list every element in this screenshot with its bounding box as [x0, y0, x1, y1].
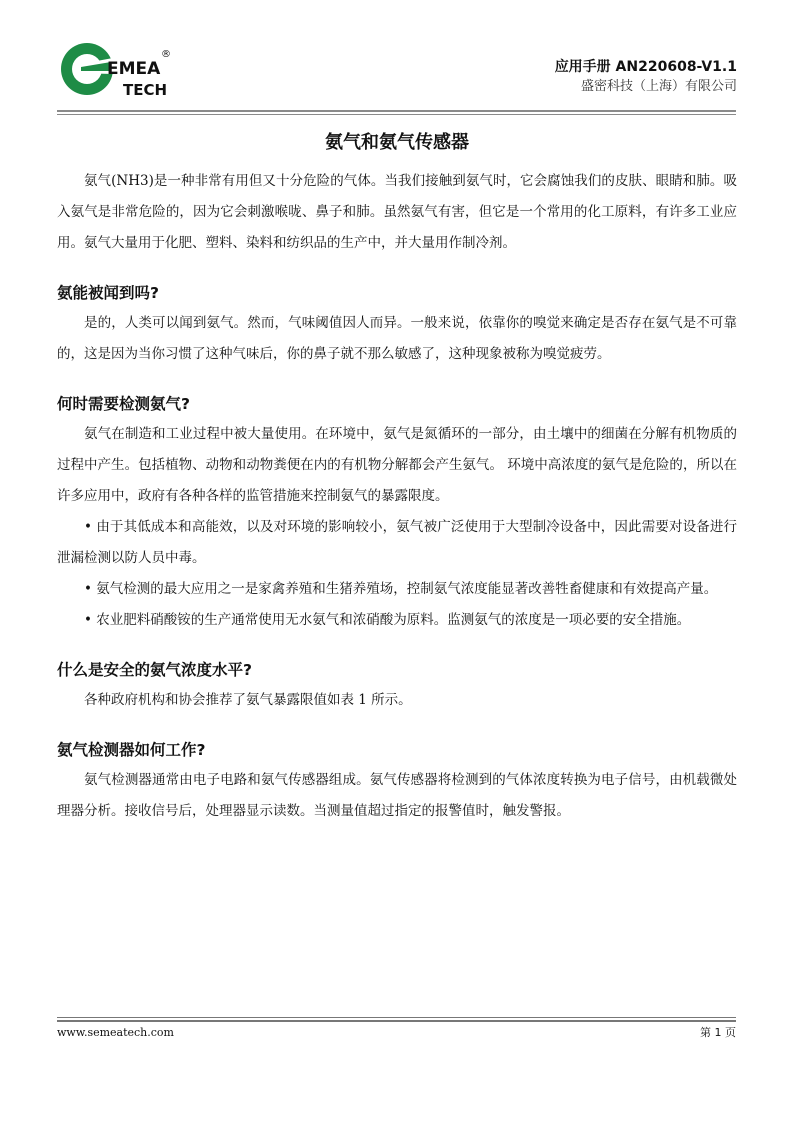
- paragraph-safe-level: 各种政府机构和协会推荐了氨气暴露限值如表 1 所示。: [84, 692, 412, 708]
- bullet-livestock: • 氨气检测的最大应用之一是家禽养殖和生猪养殖场，控制氨气浓度能显著改善牲畜健康和有效提高产量。: [84, 581, 718, 597]
- bullet-refrigeration: • 由于其低成本和高能效，以及对环境的影响较小，氨气被广泛使用于大型制冷设备中，因此需要对设备进行泄漏检测以防人员中毒。: [57, 519, 737, 566]
- company-name: 盛密科技（上海）有限公司: [580, 79, 737, 94]
- paragraph-when-detect: 氨气在制造和工业过程中被大量使用。在环境中，氨气是氮循环的一部分，由土壤中的细菌在分解有机物质的过程中产生。包括植物、动物和动物粪便在内的有机物分解都会产生氨气。 环境中高浓度的氨气是危险的，所以在许多应用中，政府有各种各样的监管措施来控制氨气的暴露限度。: [57, 426, 737, 504]
- bullet-fertilizer: • 农业肥料硝酸铵的生产通常使用无水氨气和浓硝酸为原料。监测氨气的浓度是一项必要的安全措施。: [84, 612, 691, 628]
- header-rule-thin: [57, 114, 736, 115]
- footer-rule-thin: [57, 1017, 736, 1018]
- page-header: [57, 38, 737, 110]
- section-heading-how-works: 氨气检测器如何工作?: [57, 741, 206, 759]
- page-title: 氨气和氨气传感器: [325, 132, 469, 153]
- semeatech-logo: [57, 38, 187, 100]
- logo-registered-mark: ®: [161, 49, 171, 60]
- section-heading-when-detect: 何时需要检测氨气?: [57, 395, 190, 413]
- document-body: [57, 126, 737, 827]
- logo-text-top: EMEA: [107, 59, 161, 79]
- paragraph-smell: 是的，人类可以闻到氨气。然而，气味阈值因人而异。一般来说，依靠你的嗅觉来确定是否存在氨气是不可靠的，这是因为当你习惯了这种气味后，你的鼻子就不那么敏感了，这种现象被称为嗅觉疲劳。: [57, 315, 737, 362]
- section-heading-safe-level: 什么是安全的氨气浓度水平?: [57, 661, 252, 679]
- footer-website-link[interactable]: www.semeatech.com: [57, 1026, 174, 1039]
- footer-rule: [57, 1020, 736, 1022]
- page-number: 第 1 页: [700, 1026, 736, 1039]
- paragraph-how-works: 氨气检测器通常由电子电路和氨气传感器组成。氨气传感器将检测到的气体浓度转换为电子信号，由机载微处理器分析。接收信号后，处理器显示读数。当测量值超过指定的报警值时，触发警报。: [57, 772, 737, 819]
- section-heading-smell: 氨能被闻到吗?: [57, 284, 159, 302]
- manual-code: 应用手册 AN220608-V1.1: [554, 59, 737, 75]
- intro-paragraph: 氨气(NH3)是一种非常有用但又十分危险的气体。当我们接触到氨气时，它会腐蚀我们的皮肤、眼睛和肺。吸入氨气是非常危险的，因为它会刺激喉咙、鼻子和肺。虽然氨气有害，但它是一个常用的化工原料，有许多工业应用。氨气大量用于化肥、塑料、染料和纺织品的生产中，并大量用作制冷剂。: [57, 173, 737, 251]
- logo-text-bottom: TECH: [123, 81, 168, 99]
- header-rule: [57, 110, 736, 112]
